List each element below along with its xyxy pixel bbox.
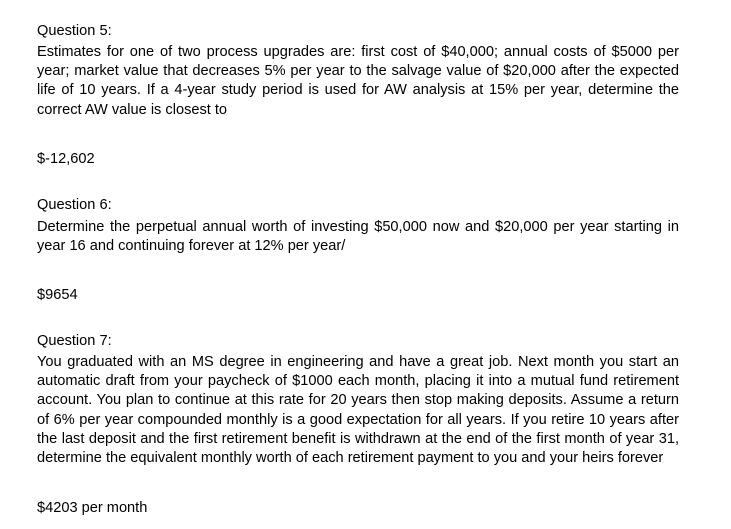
question-6-text: Determine the perpetual annual worth of investing $50,000 now and $20,000 per year starting in year 16 and continuing forever at 12% per year/ [37,219,679,255]
question-7-heading: Question 7: [37,333,112,349]
question-6-answer: $9654 [37,287,78,303]
question-7-answer: $4203 per month [37,500,148,516]
question-6-heading: Question 6: [37,197,112,213]
question-5-answer: $-12,602 [37,151,95,167]
question-5-heading: Question 5: [37,23,112,39]
question-7-text: You graduated with an MS degree in engineering and have a great job. Next month you start an automatic draft from your paycheck of $1000 each month, placing it into a mutual fund retirement account. You plan to continue at this rate for 20 years then stop making deposits. Assume a return of 6% per year compounded monthly is a good expectation for all years. If you retire 10 years after the last deposit and the first retirement benefit is withdrawn at the end of the first month of year 31, determine the equivalent monthly worth of each retirement payment to you and your heirs forever [37,354,679,467]
question-5-text: Estimates for one of two process upgrades are: first cost of $40,000; annual costs of $5000 per year; market value that decreases 5% per year to the salvage value of $20,000 after the expected life of 10 years. If a 4-year study period is used for AW analysis at 15% per year, determine the correct AW value is closest to [37,44,679,118]
